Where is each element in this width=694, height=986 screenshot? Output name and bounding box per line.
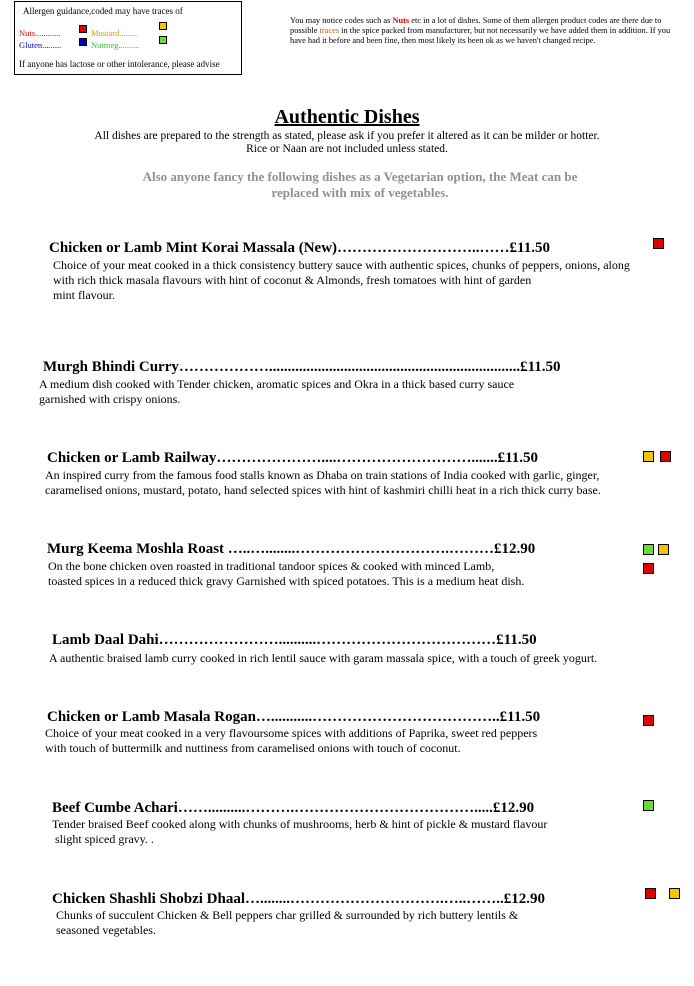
legend-nutmeg-label: Nutmeg.......... [91,40,140,50]
dish-8-description [56,908,518,938]
dish-5-description [49,651,597,666]
desc-line: Choice of your meat cooked in a very flavoursome spices with additions of Paprika, sweet red peppers [45,726,538,740]
section-line-2: Rice or Naan are not included unless stated. [246,143,448,155]
legend-gluten-label: Gluten......... [19,40,62,50]
desc-line: Chunks of succulent Chicken & Bell peppers char grilled & surrounded by rich buttery lentils & [56,908,519,922]
note-pre: You may notice codes such as [290,16,393,25]
desc-line: caramelised onions, mustard, potato, hand selected spices with hint of kashmiri chilli heat in a rich thick curry base. [45,483,601,497]
dish-7-title: Beef Cumbe Achari……..........……….……………………………….....£12.90 [52,800,535,816]
section-title [0,106,694,129]
desc-line: garnished with crispy onions. [39,392,181,406]
nuts-allergen-icon [643,715,654,726]
dish-1-description [53,258,630,303]
nuts-allergen-icon [643,563,654,574]
nutmeg-allergen-icon [643,544,654,555]
legend-note: If anyone has lactose or other intolerance, please advise [19,59,220,69]
dish-4-description [48,559,524,589]
nuts-allergen-icon [645,888,656,899]
legend-header: Allergen guidance,coded may have traces of [23,6,183,16]
dish-6-description [45,726,537,756]
vegetarian-note [100,169,620,201]
section-title-text: Authentic Dishes [274,106,420,128]
legend-gluten-swatch [79,38,87,46]
note-nuts: Nuts [392,16,410,25]
note-post: in the spice packed from manufacturer, but not necessarily we have added them in addition. If you have had it before and been fine, then most likely its been ok as we haven't changed recipe. [290,26,671,45]
desc-line: On the bone chicken oven roasted in traditional tandoor spices & cooked with minced Lamb, [48,559,495,573]
dish-2-title: Murgh Bhindi Curry………………...................................................................£11.50 [43,359,561,375]
allergen-note [290,16,682,46]
section-line-1: All dishes are prepared to the strength as stated, please ask if you prefer it altered as it can be milder or hotter. [94,130,600,142]
legend-mustard-label: Mustard......... [91,28,139,38]
dish-3-description [45,468,601,498]
dish-7-description [52,817,547,847]
dish-6-title: Chicken or Lamb Masala Rogan…...........………………………………..£11.50 [47,709,541,725]
desc-line: with touch of buttermilk and nuttiness from caramelised onions with touch of coconut. [45,741,461,755]
mustard-allergen-icon [669,888,680,899]
nutmeg-allergen-icon [643,800,654,811]
desc-line: mint flavour. [53,288,115,302]
desc-line: slight spiced gravy. . [55,832,154,846]
legend-nuts-label: Nuts............ [19,28,61,38]
desc-line: An inspired curry from the famous food stalls known as Dhaba on train stations of India cooked with garlic, ginger, [45,468,600,482]
desc-line: Choice of your meat cooked in a thick consistency buttery sauce with authentic spices, chunks of peppers, onions, along [53,258,630,272]
legend-mustard-swatch [159,22,167,30]
desc-line: Tender braised Beef cooked along with chunks of mushrooms, herb & hint of pickle & mustard flavour [52,817,548,831]
mustard-allergen-icon [643,451,654,462]
legend-nuts-swatch [79,25,87,33]
desc-line: A medium dish cooked with Tender chicken, aromatic spices and Okra in a thick based curry sauce [39,377,515,391]
dish-4-title: Murg Keema Moshla Roast …..…........………………………….………£12.90 [47,541,536,557]
dish-5-title: Lamb Daal Dahi……………………..........………………………………£11.50 [52,632,537,648]
nuts-allergen-icon [653,238,664,249]
mustard-allergen-icon [658,544,669,555]
desc-line: toasted spices in a reduced thick gravy Garnished with spiced potatoes. This is a medium heat dish. [48,574,525,588]
desc-line: with rich thick masala flavours with hint of coconut & Almonds, fresh tomatoes with hint of garden [53,273,532,287]
desc-line: seasoned vegetables. [56,923,156,937]
allergen-legend [14,1,242,75]
legend-nutmeg-swatch [159,36,167,44]
note-mid: etc in a lot of dishes. Some of them allergen product codes are there due to possible [290,16,662,35]
nuts-allergen-icon [660,451,671,462]
dish-1-title: Chicken or Lamb Mint Korai Massala (New)………………………..……£11.50 [49,240,550,256]
dish-8-title: Chicken Shashli Shobzi Dhaal…........………………………….…..……..£12.90 [52,891,545,907]
veg-line-1: Also anyone fancy the following dishes as a Vegetarian option, the Meat can be [142,169,578,184]
note-traces: traces [319,26,340,35]
veg-line-2: replaced with mix of vegetables. [271,185,449,200]
desc-line: A authentic braised lamb curry cooked in rich lentil sauce with garam massala spice, with a touch of greek yogurt. [49,651,598,665]
dish-2-description [39,377,514,407]
dish-3-title: Chicken or Lamb Railway…………………....……………………….......£11.50 [47,450,538,466]
